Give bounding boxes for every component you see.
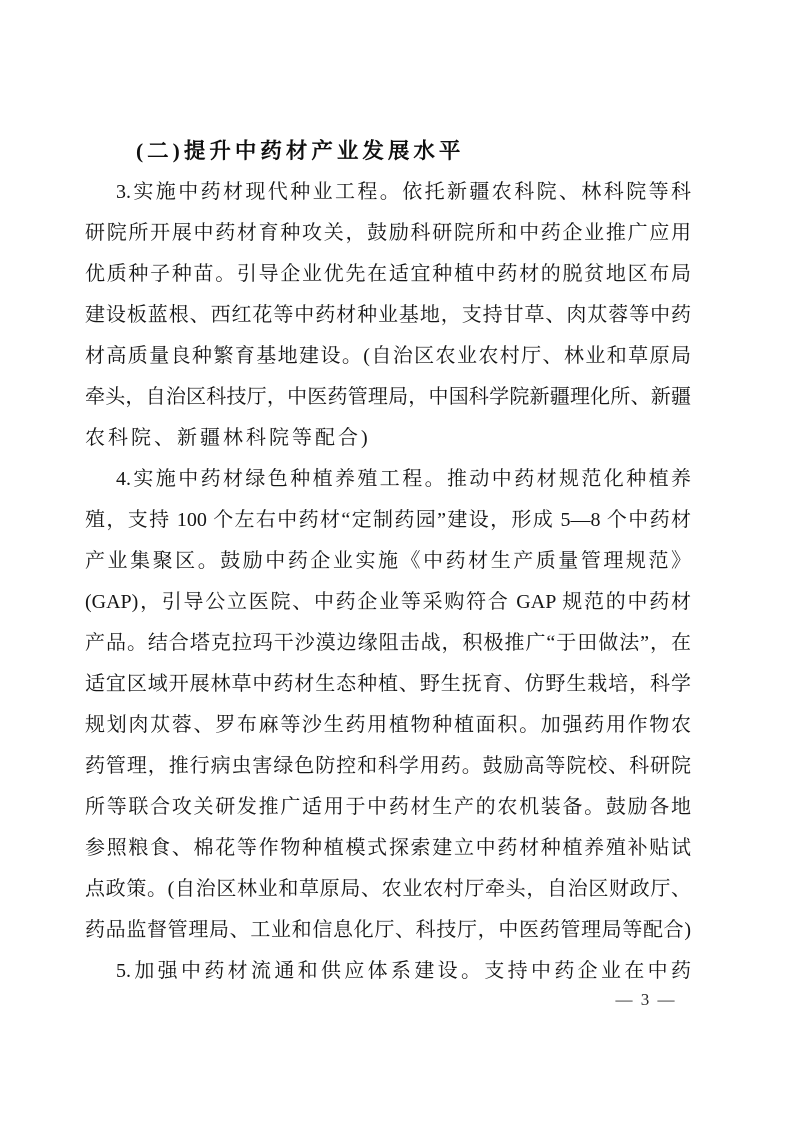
- text-block: [85, 131, 691, 992]
- body-text-line: 规划肉苁蓉、罗布麻等沙生药用植物种植面积。加强药用作物农: [85, 714, 691, 736]
- body-text-line: 4.实施中药材绿色种植养殖工程。推动中药材规范化种植养: [116, 468, 691, 490]
- body-text-line: 材高质量良种繁育基地建设。(自治区农业农村厅、林业和草原局: [85, 345, 691, 367]
- body-text-line: 3.实施中药材现代种业工程。依托新疆农科院、林科院等科: [116, 181, 691, 203]
- body-text-line: 产品。结合塔克拉玛干沙漠边缘阻击战，积极推广“于田做法”，在: [85, 632, 691, 654]
- body-text-line: 研院所开展中药材育种攻关，鼓励科研院所和中药企业推广应用: [85, 222, 691, 244]
- body-text-line: 牵头，自治区科技厅，中医药管理局，中国科学院新疆理化所、新疆: [85, 386, 691, 408]
- body-text-line: 参照粮食、棉花等作物种植模式探索建立中药材种植养殖补贴试: [85, 837, 691, 859]
- body-text-line: 药品监督管理局、工业和信息化厅、科技厅，中医药管理局等配合): [85, 919, 691, 941]
- section-heading: (二)提升中药材产业发展水平: [136, 139, 465, 163]
- body-text-line: 农科院、新疆林科院等配合): [85, 427, 371, 449]
- body-text-line: 5.加强中药材流通和供应体系建设。支持中药企业在中药: [116, 960, 691, 982]
- body-text-line: 产业集聚区。鼓励中药企业实施《中药材生产质量管理规范》: [85, 550, 691, 572]
- body-text-line: 点政策。(自治区林业和草原局、农业农村厅牵头，自治区财政厅、: [85, 878, 691, 900]
- body-text-line: 建设板蓝根、西红花等中药材种业基地，支持甘草、肉苁蓉等中药: [85, 304, 691, 326]
- body-text-line: 殖，支持 100 个左右中药材“定制药园”建设，形成 5—8 个中药材: [85, 509, 691, 531]
- body-text-line: 优质种子种苗。引导企业优先在适宜种植中药材的脱贫地区布局: [85, 263, 691, 285]
- body-text-line: 药管理，推行病虫害绿色防控和科学用药。鼓励高等院校、科研院: [85, 755, 691, 777]
- page-number: — 3 —: [615, 990, 677, 1009]
- body-text-line: 所等联合攻关研发推广适用于中药材生产的农机装备。鼓励各地: [85, 796, 691, 818]
- body-text-line: 适宜区域开展林草中药材生态种植、野生抚育、仿野生栽培，科学: [85, 673, 691, 695]
- body-text-line: (GAP)，引导公立医院、中药企业等采购符合 GAP 规范的中药材: [85, 591, 691, 613]
